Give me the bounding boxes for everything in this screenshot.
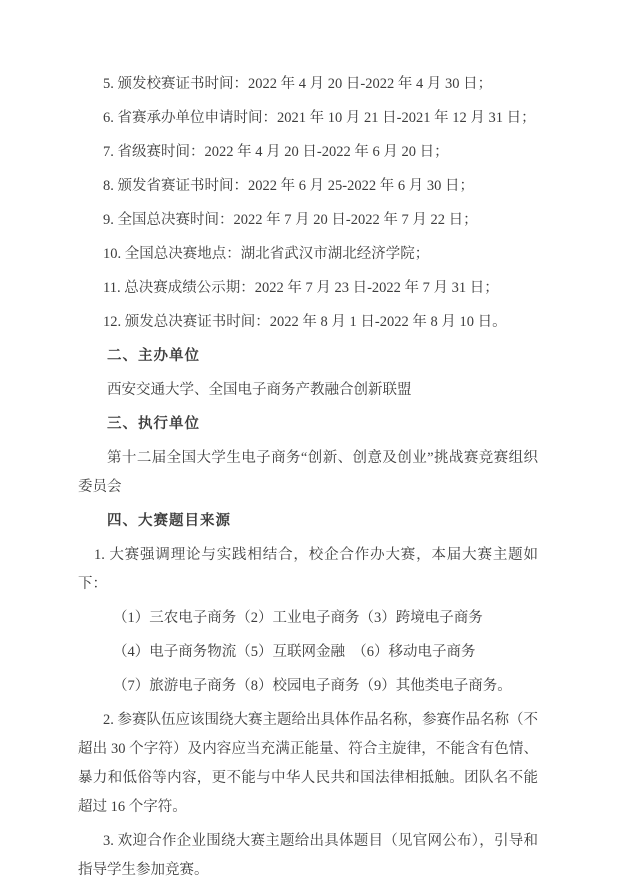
paragraph-item: 9. 全国总决赛时间：2022 年 7 月 20 日-2022 年 7 月 22 日；	[103, 212, 478, 228]
paragraph-heading: 四、大赛题目来源	[107, 513, 231, 529]
paragraph-sub: （7）旅游电子商务（8）校园电子商务（9）其他类电子商务。	[113, 678, 512, 694]
paragraph-sub: （1）三农电子商务（2）工业电子商务（3）跨境电子商务	[113, 610, 483, 626]
paragraph-item: 12. 颁发总决赛证书时间：2022 年 8 月 1 日-2022 年 8 月 10 日。	[103, 314, 507, 330]
paragraph-item: 5. 颁发校赛证书时间：2022 年 4 月 20 日-2022 年 4 月 30 日；	[103, 76, 493, 92]
paragraph-body: 第十二届全国大学生电子商务“创新、创意及创业”挑战赛竞赛组织委员会	[78, 450, 538, 495]
paragraph-item: 10. 全国总决赛地点：湖北省武汉市湖北经济学院；	[103, 246, 430, 262]
paragraph-item: 8. 颁发省赛证书时间：2022 年 6 月 25-2022 年 6 月 30 日；	[103, 178, 474, 194]
paragraph-body: 西安交通大学、全国电子商务产教融合创新联盟	[107, 382, 412, 398]
paragraph-heading: 三、执行单位	[107, 416, 200, 432]
paragraph-item: 6. 省赛承办单位申请时间：2021 年 10 月 21 日-2021 年 12 月 31 日；	[103, 110, 536, 126]
paragraph-item-sm: 1. 大赛强调理论与实践相结合，校企合作办大赛，本届大赛主题如下：	[78, 547, 538, 592]
paragraph-item: 7. 省级赛时间：2022 年 4 月 20 日-2022 年 6 月 20 日；	[103, 144, 449, 160]
paragraph-sub: （4）电子商务物流（5）互联网金融 （6）移动电子商务	[113, 644, 476, 660]
document-content	[78, 70, 538, 890]
paragraph-item: 3. 欢迎合作企业围绕大赛主题给出具体题目（见官网公布），引导和指导学生参加竞赛。	[78, 833, 538, 878]
paragraph-heading: 二、主办单位	[107, 348, 200, 364]
paragraph-item: 11. 总决赛成绩公示期：2022 年 7 月 23 日-2022 年 7 月 31 日；	[103, 280, 499, 296]
paragraph-item: 2. 参赛队伍应该围绕大赛主题给出具体作品名称，参赛作品名称（不超出 30 个字符）及内容应当充满正能量、符合主旋律，不能含有色情、暴力和低俗等内容，更不能与中华人民共和国法律相抵触。团队名不能超过 16 个字符。	[78, 712, 538, 815]
